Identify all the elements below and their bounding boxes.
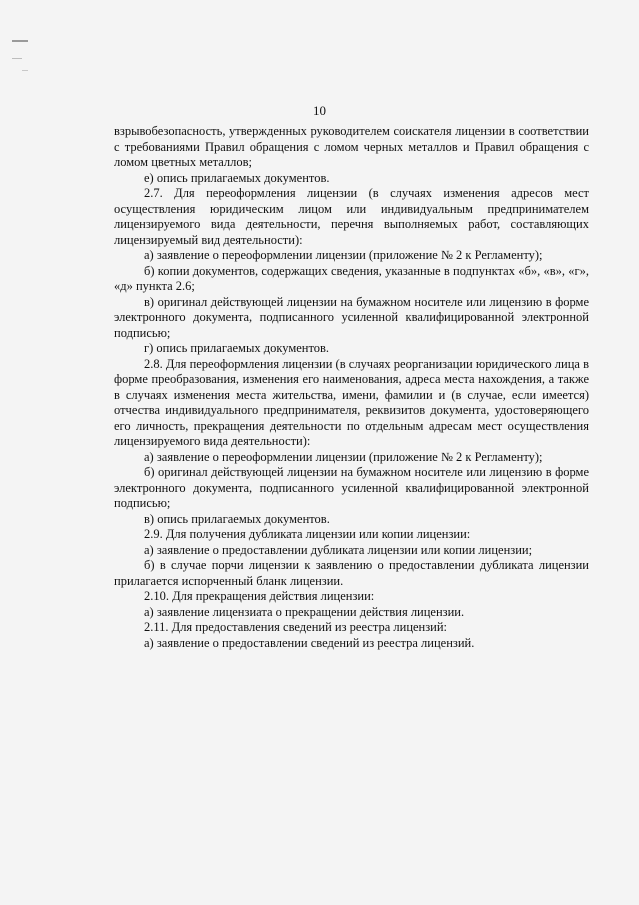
paragraph: в) опись прилагаемых документов.: [144, 511, 330, 526]
paragraph: 2.9. Для получения дубликата лицензии или копии лицензии:: [144, 527, 471, 541]
paragraph: 2.10. Для прекращения действия лицензии:: [144, 589, 375, 603]
paragraph: е) опись прилагаемых документов.: [144, 170, 330, 185]
paragraph: б) оригинал действующей лицензии на бумажном носителе или лицензию в форме электронного документа, подписанного усиленной квалифицированной электронной подписью;: [114, 465, 589, 510]
paragraph: б) копии документов, содержащих сведения, указанные в подпунктах «б», «в», «г», «д» пункта 2.6;: [114, 263, 589, 293]
scan-edge-mark: [12, 40, 28, 42]
paragraph: а) заявление о переоформлении лицензии (приложение № 2 к Регламенту);: [144, 248, 543, 262]
paragraph: а) заявление о предоставлении дубликата лицензии или копии лицензии;: [144, 542, 533, 557]
paragraph: взрывобезопасность, утвержденных руководителем соискателя лицензии в соответствии с требованиями Правил обращения с ломом черных металлов и Правил обращения с ломом цветных металлов;: [114, 124, 589, 169]
paragraph: 2.7. Для переоформления лицензии (в случаях изменения адресов мест осуществления юридическим лицом или индивидуальным предпринимателем лицензируемого вида деятельности, перечня выполняемых работ, составляющих лицензируемый вид деятельности):: [114, 186, 589, 247]
paragraph: б) в случае порчи лицензии к заявлению о предоставлении дубликата лицензии прилагается испорченный бланк лицензии.: [114, 558, 589, 588]
page-number: 10: [313, 103, 326, 118]
document-body: [114, 124, 589, 651]
paragraph: а) заявление о переоформлении лицензии (приложение № 2 к Регламенту);: [144, 449, 543, 464]
scan-edge-mark: [12, 58, 22, 59]
paragraph: 2.8. Для переоформления лицензии (в случаях реорганизации юридического лица в форме преобразования, изменения его наименования, адреса места нахождения, а также в случаях изменения места жительства, имени, фамилии и (в случае, если имеется) отчества индивидуального предпринимателя, реквизитов документа, удостоверяющего его личность, прекращения деятельности по отдельным адресам мест осуществления лицензируемого вида деятельности):: [114, 356, 589, 448]
paragraph: а) заявление о предоставлении сведений из реестра лицензий.: [144, 635, 475, 650]
paragraph: в) оригинал действующей лицензии на бумажном носителе или лицензию в форме электронного документа, подписанного усиленной квалифицированной электронной подписью;: [114, 294, 589, 340]
paragraph: а) заявление лицензиата о прекращении действия лицензии.: [144, 604, 465, 619]
scan-edge-mark: [22, 70, 28, 71]
paragraph: г) опись прилагаемых документов.: [144, 341, 330, 355]
paragraph: 2.11. Для предоставления сведений из реестра лицензий:: [144, 620, 448, 634]
